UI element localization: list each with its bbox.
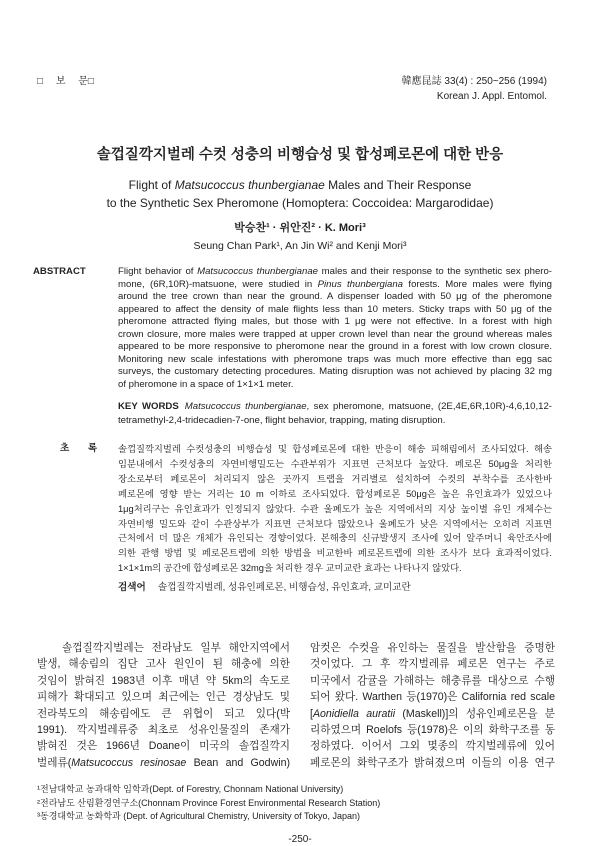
- body-line: 암컷은 수컷을 유인하는 물질을 발산함을 증명한: [310, 642, 555, 654]
- key-words-line: tetramethyl-2,4-tridecadien-7-one, flight behavior, trapping, mating disruption.: [118, 415, 446, 426]
- key-words-line: [118, 400, 552, 414]
- text-segment: Flight behavior of: [118, 266, 198, 277]
- text-segment: forests. More males were flying: [403, 278, 552, 290]
- italic-text: Aonidiella auratii: [312, 707, 396, 720]
- abstract-label: ABSTRACT: [33, 266, 86, 277]
- abstract-line: [118, 266, 552, 279]
- footnote: ²전라남도 산림환경연구소(Chonnam Province Forest Environmental Research Station): [37, 797, 381, 808]
- text-segment: Flight of: [128, 178, 175, 192]
- body-line: 피해가 확대되고 있으며 최근에는 인근 경상남도 및: [37, 691, 290, 704]
- korean-authors: 박승찬¹ · 위안진² · K. Mori³: [234, 222, 366, 234]
- body-line: 밝혀진 것은 1966년 Doane이 미국의 솔껍질깍지: [37, 740, 290, 753]
- text-segment: (Maskell)]의 성유인페로몬을 분: [395, 707, 555, 720]
- abstract-line: appeared to be more responsive to pheromone near the ground in a forest with low crown closure.: [118, 341, 552, 352]
- korean-abstract-line: 1×1×1m의 공간에 합성페로몬 32mg을 처리한 경우 교미교란 효과는 나타나지 않았다.: [118, 563, 462, 574]
- body-left-column: [37, 640, 290, 771]
- korean-abstract-line: 의한 관행 방법 및 페로몬트랩에 의한 방법을 비교한바 페로몬트랩에 의한 조사가 보다 효과적이었다.: [118, 548, 552, 559]
- bold-label: KEY WORDS: [118, 401, 179, 412]
- text-segment: Bean and Godwin): [186, 756, 290, 769]
- italic-text: Matsucoccus resinosae: [71, 756, 187, 769]
- abstract-line: around the tree crown than near the ground. A dispenser loaded with 50 μg of the pheromone: [118, 291, 552, 302]
- korean-abstract-line: 장소로부터 페로몬이 처리되지 않은 곳까지 트랩을 거리별로 설치하여 수컷의 부착수를 조사한바: [118, 473, 552, 484]
- abstract-line: surveys, the customary detecting procedures. Mating disruption was not achieved by placing 32 mg: [118, 366, 552, 377]
- body-right-column: [310, 640, 555, 771]
- text-segment: , sex pheromone, matsuone, (2E,4E,6R,10R)-4,6,10,12-: [306, 401, 553, 412]
- korean-abstract-line: 근처에서 더 많은 개체가 유인되는 경향이었다. 본해충의 신규발생지 조사에 있어 알주머니 육안조사에: [118, 533, 552, 544]
- body-line: 페로몬의 화학구조가 밝혀졌으며 이들의 이용 연구: [310, 756, 555, 769]
- body-line: [310, 706, 555, 722]
- abstract-line: of pheromone in a space of 1×1×1 meter.: [118, 378, 294, 390]
- english-title-line: [0, 176, 600, 194]
- search-terms-label: 검색어: [118, 582, 146, 593]
- text-segment: 벌레류(: [37, 756, 72, 769]
- italic-text: Matsucoccus thunbergianae: [184, 401, 307, 412]
- korean-abstract-line: 페로몬에 영향 받는 거리는 10 m 이하로 조사되었다. 합성페로몬 50μg은 높은 유인효과가 있었으나: [118, 488, 552, 499]
- text-segment: males and their response to the synthetic sex phero-: [318, 266, 553, 277]
- italic-text: Matsucoccus thunbergianae: [174, 178, 325, 192]
- body-line: 솔껍질깍지벌레는 전라남도 일부 해안지역에서: [62, 642, 290, 654]
- english-authors: Seung Chan Park¹, An Jin Wi² and Kenji Mori³: [193, 240, 407, 252]
- abstract-text: [118, 266, 552, 391]
- korean-abstract-text: [118, 442, 552, 576]
- body-line: 전라북도의 해송림에도 큰 위협이 되고 있다(박: [37, 707, 290, 720]
- text-segment: [: [310, 707, 313, 720]
- body-line: 것이었다. 그 후 깍지벌레류 페로몬 연구는 주로: [310, 658, 555, 671]
- body-line: 1991). 깍지벌레류중 최초로 성유인물질의 존재가: [37, 724, 290, 737]
- body-line: 것임이 밝혀진 1983년 이후 매년 약 5km의 속도로: [37, 674, 290, 687]
- journal-citation: 韓應昆誌 33(4) : 250~256 (1994): [401, 76, 547, 87]
- korean-abstract-line: 임분내에서 수컷성충의 자연비행밀도는 수관부위가 지표면 근처보다 높았다. 페로몬 50μg을 처리한: [118, 458, 552, 469]
- search-terms-list: 솔껍질깍지벌레, 성유인페로몬, 비행습성, 유인효과, 교미교란: [157, 582, 411, 593]
- english-title-line: to the Synthetic Sex Pheromone (Homoptera: Coccoidea: Margarodidae): [106, 196, 494, 210]
- footnotes: [37, 783, 557, 824]
- section-label: □ 보 문□: [37, 76, 94, 87]
- search-terms: [118, 581, 411, 595]
- italic-text: Pinus thunbergiana: [317, 278, 404, 290]
- body-line: 정하였다. 이어서 그외 몇종의 깍지벌레류에 있어: [310, 740, 555, 753]
- abstract-line: pheromone attracted flying males, but those with 1 μg were not effective. In a forest with high: [118, 316, 552, 327]
- body-line: 미국에서 감귤을 가해하는 해충류를 대상으로 수행: [310, 674, 555, 687]
- abstract-line: Monitoring new scale infestations with pheromone traps was much more effective than egg sac: [118, 353, 552, 365]
- page-number: -250-: [288, 834, 312, 845]
- korean-abstract-label: 초 록: [60, 443, 98, 454]
- korean-title: 솔껍질깍지벌레 수컷 성충의 비행습성 및 합성페로몬에 대한 반응: [96, 147, 504, 163]
- italic-text: Matsucoccus thunbergianae: [197, 266, 319, 277]
- journal-name: Korean J. Appl. Entomol.: [436, 91, 547, 102]
- abstract-line: [118, 279, 552, 292]
- korean-abstract-line: 솔껍질깍지벌레 수컷성충의 비행습성 및 합성페로몬에 대한 반응이 해송 피해림에서 조사되었다. 해송: [118, 444, 552, 454]
- footnote: ³동경대학교 농화학과 (Dept. of Agricultural Chemistry, University of Tokyo, Japan): [37, 811, 360, 821]
- abstract-line: crown closure, more males were trapped at upper crown level than near the ground whereas males: [118, 328, 552, 340]
- abstract-line: appeared to affect the density of male flights less than 10 meters. Sticky traps with 50 μg of the: [118, 303, 552, 315]
- text-segment: mone, (6R,10R)-matsuone, were studied in: [118, 278, 318, 290]
- body-line: [37, 755, 290, 771]
- english-title: [0, 176, 600, 212]
- footnote: ¹전남대학교 농과대학 임학과(Dept. of Forestry, Chonnam National University): [37, 784, 344, 794]
- korean-abstract-line: 1μg처리구는 유인효과가 인정되지 않았다. 수관 울폐도가 높은 지역에서의 지상 높이별 유인 개체수는: [118, 503, 552, 514]
- body-line: 리하였으며 Roelofs 등(1978)은 이의 화학구조를 동: [310, 724, 555, 737]
- key-words: [118, 400, 552, 428]
- body-line: 발생, 해송림의 집단 고사 원인이 된 해충에 의한: [37, 658, 290, 671]
- text-segment: Males and Their Response: [324, 178, 472, 192]
- korean-abstract-line: 자연비행 밀도와 같이 수관상부가 지표면 근처보다 많았으나 울폐도가 낮은 지역에서는 오히려 지표면: [118, 518, 552, 529]
- body-line: 되어 왔다. Warthen 등(1970)은 California red scale: [310, 691, 555, 704]
